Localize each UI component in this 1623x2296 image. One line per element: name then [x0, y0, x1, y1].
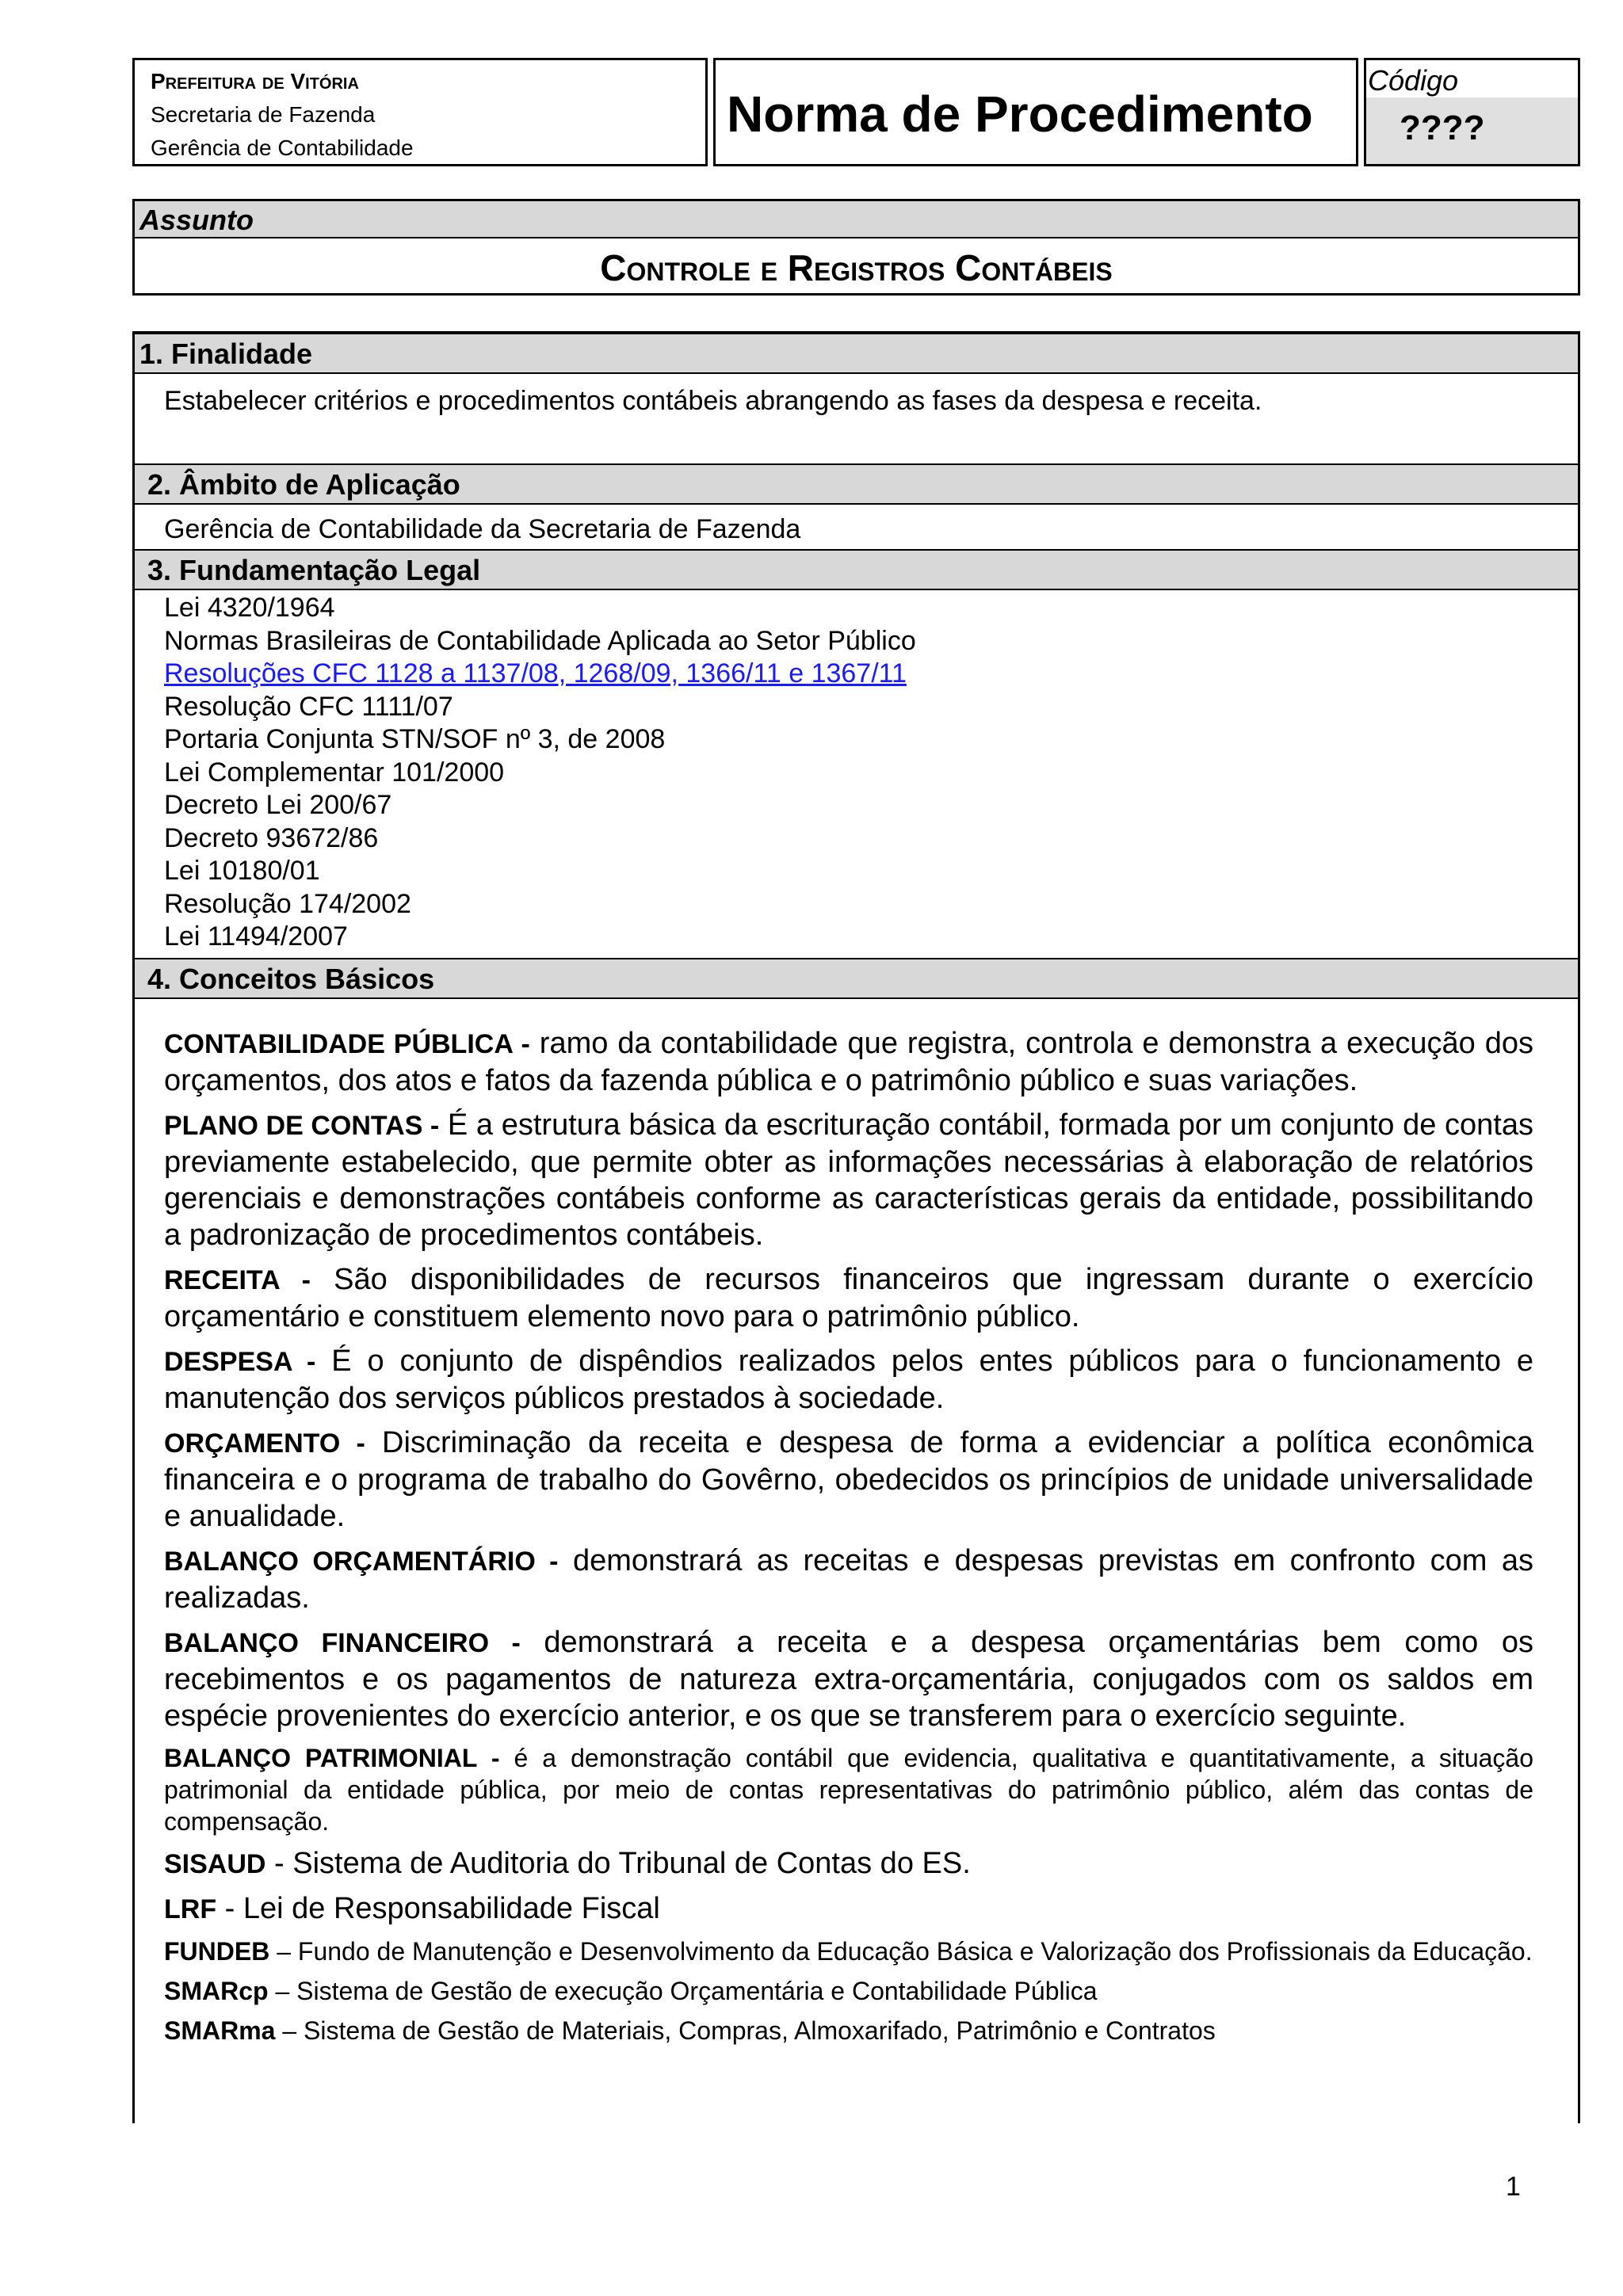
- law-item: Portaria Conjunta STN/SOF nº 3, de 2008: [164, 724, 666, 754]
- concept-item: [164, 1742, 1533, 1837]
- concept-term: SISAUD: [164, 1849, 266, 1879]
- law-item-link[interactable]: Resoluções CFC 1128 a 1137/08, 1268/09, 1366/11 e 1367/11: [164, 658, 907, 688]
- concept-definition: ramo da contabilidade que registra, controla e demonstra a execução dos orçamentos, dos atos e fatos da fazenda pública e o patrimônio público e suas variações.: [164, 1027, 1534, 1097]
- section-ambito-header: [135, 463, 1578, 505]
- subject-title: Controle e Registros Contábeis: [600, 247, 1113, 288]
- law-item: Lei 10180/01: [164, 856, 320, 886]
- concept-item: [164, 1107, 1533, 1253]
- concept-definition: – Fundo de Manutenção e Desenvolvimento da Educação Básica e Valorização dos Profissionais da Educação.: [269, 1937, 1533, 1966]
- concept-item: [164, 1025, 1533, 1099]
- concept-term: RECEITA -: [164, 1265, 311, 1295]
- header-doc-type-box: [713, 58, 1358, 166]
- header-code-box: [1364, 58, 1580, 166]
- concept-definition: demonstrará as receitas e despesas previstas em confronto com as realizadas.: [164, 1544, 1533, 1615]
- section-finalidade-header: [135, 333, 1578, 374]
- header-organization-box: [132, 58, 708, 166]
- concept-item: [164, 1425, 1533, 1535]
- section-fundamentacao-header: [135, 549, 1578, 590]
- law-item: Lei 11494/2007: [164, 921, 348, 952]
- code-value: ????: [1400, 109, 1485, 147]
- section-heading: 1. Finalidade: [139, 338, 313, 370]
- concept-item: [164, 1624, 1533, 1734]
- ambito-text: Gerência de Contabilidade da Secretaria de Fazenda: [164, 514, 801, 544]
- concept-definition: - Lei de Responsabilidade Fiscal: [216, 1892, 660, 1925]
- law-item: Lei 4320/1964: [164, 593, 335, 623]
- subject-box: [132, 199, 1580, 296]
- concept-term: BALANÇO FINANCEIRO -: [164, 1628, 521, 1658]
- section-conceitos-header: [135, 958, 1578, 999]
- concept-item: [164, 1543, 1533, 1616]
- concept-definition: - Sistema de Auditoria do Tribunal de Contas do ES.: [265, 1847, 971, 1880]
- concept-definition: São disponibilidades de recursos financeiros que ingressam durante o exercício orçamentário e constituem elemento novo para o patrimônio público.: [164, 1263, 1534, 1333]
- concept-term: BALANÇO PATRIMONIAL -: [164, 1744, 500, 1772]
- concept-item: [164, 1936, 1533, 1967]
- section-heading: 4. Conceitos Básicos: [147, 963, 435, 995]
- procedure-body: [132, 331, 1580, 2123]
- concept-item: [164, 2015, 1533, 2046]
- concept-term: SMARcp: [164, 1977, 269, 2005]
- concept-definition: Discriminação da receita e despesa de forma a evidenciar a política econômica financeira e o programa de trabalho do Govêrno, obedecidos os princípios de unidade universalidade e anualidade.: [164, 1426, 1533, 1533]
- concept-definition: É a estrutura básica da escrituração contábil, formada por um conjunto de contas previamente estabelecido, que permite obter as informações necessárias à elaboração de relatórios gerenciais e demonstrações contábeis conforme as características gerais da entidade, possibilitando a padronização de procedimentos contábeis.: [164, 1108, 1533, 1252]
- concept-term: LRF: [164, 1894, 217, 1924]
- law-item: Resolução 174/2002: [164, 888, 411, 919]
- concept-term: ORÇAMENTO -: [164, 1428, 365, 1459]
- concept-definition: É o conjunto de dispêndios realizados pelos entes públicos para o funcionamento e manutenção dos serviços públicos prestados à sociedade.: [164, 1344, 1533, 1415]
- section-heading: 3. Fundamentação Legal: [147, 554, 481, 586]
- concept-item: [164, 1890, 1533, 1928]
- concept-term: BALANÇO ORÇAMENTÁRIO -: [164, 1547, 559, 1577]
- section-heading: 2. Âmbito de Aplicação: [147, 468, 460, 501]
- concept-term: FUNDEB: [164, 1937, 270, 1966]
- concept-item: [164, 1975, 1533, 2007]
- legal-basis-list: [164, 592, 916, 954]
- org-name: Prefeitura de Vitória: [151, 69, 359, 93]
- concept-term: SMARma: [164, 2016, 276, 2045]
- concept-item: [164, 1845, 1533, 1882]
- law-item: Resolução CFC 1111/07: [164, 691, 453, 722]
- concept-definition: é a demonstração contábil que evidencia, qualitativa e quantitativamente, a situação patrimonial da entidade pública, por meio de contas representativas do patrimônio público, além das contas de compensação.: [164, 1744, 1534, 1836]
- concept-term: PLANO DE CONTAS -: [164, 1111, 440, 1141]
- page-number: 1: [1506, 2172, 1521, 2202]
- concept-item: [164, 1343, 1533, 1417]
- law-item: Decreto Lei 200/67: [164, 790, 392, 820]
- law-item: Decreto 93672/86: [164, 822, 379, 853]
- concept-term: CONTABILIDADE PÚBLICA -: [164, 1029, 530, 1059]
- concept-definition: demonstrará a receita e a despesa orçamentárias bem como os recebimentos e os pagamentos de natureza extra-orçamentária, conjugados com os saldos em espécie provenientes do exercício anterior, e os que se transferem para o exercício seguinte.: [164, 1626, 1533, 1733]
- subject-label: Assunto: [139, 204, 254, 236]
- concept-definition: – Sistema de Gestão de Materiais, Compras, Almoxarifado, Patrimônio e Contratos: [275, 2016, 1216, 2045]
- finalidade-text: Estabelecer critérios e procedimentos contábeis abrangendo as fases da despesa e receita.: [164, 386, 1262, 416]
- law-item: Lei Complementar 101/2000: [164, 757, 505, 788]
- concept-term: DESPESA -: [164, 1347, 316, 1377]
- secretaria-name: Secretaria de Fazenda: [151, 102, 376, 127]
- gerencia-name: Gerência de Contabilidade: [151, 135, 414, 160]
- code-label: Código: [1368, 64, 1459, 97]
- concepts-list: [164, 1025, 1533, 2054]
- concept-definition: – Sistema de Gestão de execução Orçamentária e Contabilidade Pública: [268, 1977, 1098, 2005]
- law-item: Normas Brasileiras de Contabilidade Aplicada ao Setor Público: [164, 625, 916, 656]
- doc-type-title: Norma de Procedimento: [727, 86, 1313, 143]
- subject-band: [135, 201, 1578, 238]
- concept-item: [164, 1261, 1533, 1335]
